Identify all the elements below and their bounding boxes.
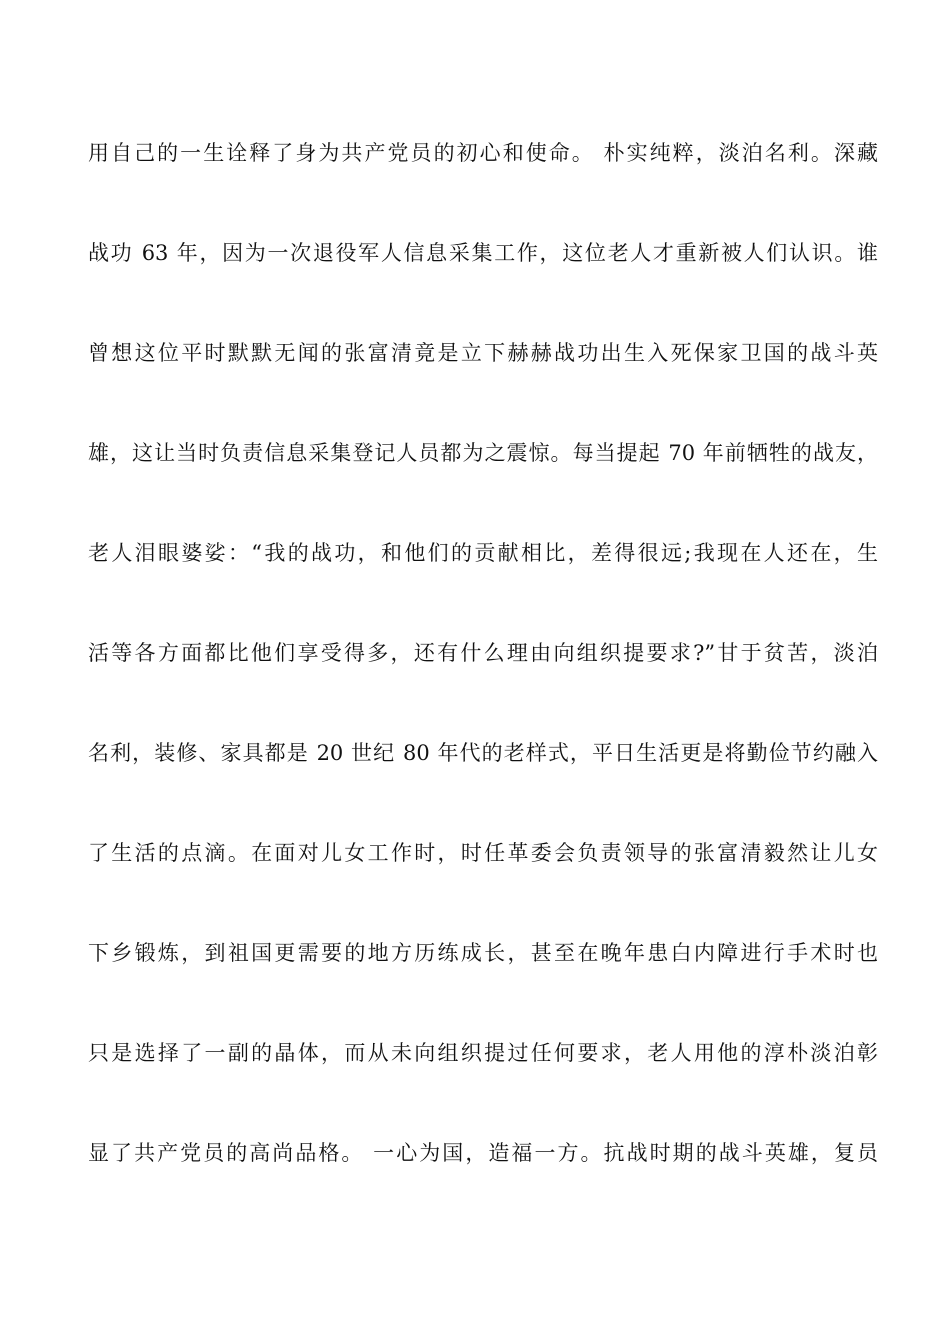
text-line: 了生活的点滴。在面对儿女工作时，时任革委会负责领导的张富清毅然让儿女 — [88, 841, 878, 865]
text-line: 名利，装修、家具都是 20 世纪 80 年代的老样式，平日生活更是将勤俭节约融入 — [88, 741, 878, 765]
text-line: 曾想这位平时默默无闻的张富清竟是立下赫赫战功出生入死保家卫国的战斗英 — [88, 341, 878, 365]
text-line: 下乡锻炼，到祖国更需要的地方历练成长，甚至在晚年患白内障进行手术时也 — [88, 941, 878, 965]
text-line: 老人泪眼婆娑：“我的战功，和他们的贡献相比，差得很远;我现在人还在，生 — [88, 541, 878, 565]
body-text — [88, 128, 878, 1228]
text-line: 活等各方面都比他们享受得多，还有什么理由向组织提要求?”甘于贫苦，淡泊 — [88, 641, 878, 665]
text-line: 只是选择了一副的晶体，而从未向组织提过任何要求，老人用他的淳朴淡泊彰 — [88, 1041, 878, 1065]
text-line: 雄，这让当时负责信息采集登记人员都为之震惊。每当提起 70 年前牺牲的战友， — [88, 441, 878, 465]
text-line: 显了共产党员的高尚品格。 一心为国，造福一方。抗战时期的战斗英雄，复员 — [88, 1141, 878, 1165]
text-line: 战功 63 年，因为一次退役军人信息采集工作，这位老人才重新被人们认识。谁 — [88, 241, 878, 265]
text-line: 用自己的一生诠释了身为共产党员的初心和使命。 朴实纯粹，淡泊名利。深藏 — [88, 141, 878, 165]
